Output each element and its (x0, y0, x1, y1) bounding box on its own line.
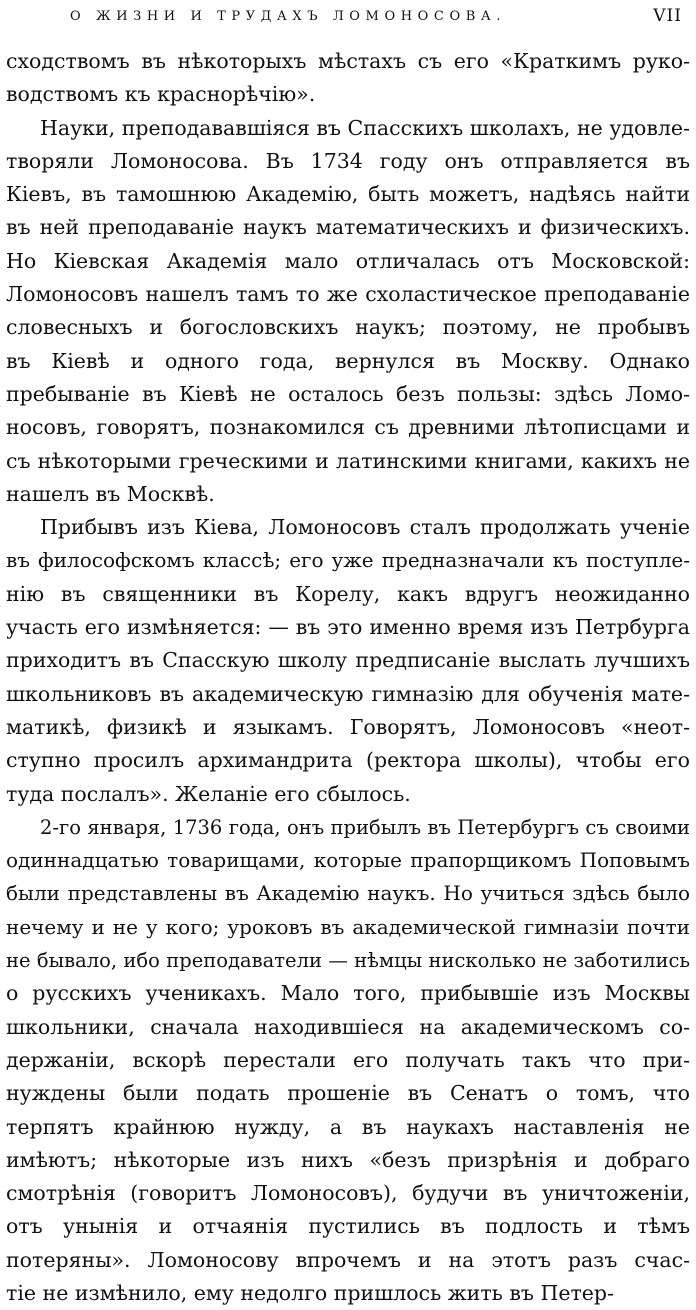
text-line: творяли Ломоносова. Въ 1734 году онъ отправляется въ (6, 148, 690, 173)
text-line: Науки, преподававшiяся въ Спасскихъ школахъ, не удовле- (40, 115, 690, 140)
text-line: Кіевъ, въ тамошнюю Академію, быть можетъ, надѣясь найти (6, 182, 690, 207)
paragraph (6, 45, 690, 112)
body-text (6, 45, 690, 1310)
text-line: о русскихъ ученикахъ. Мало того, прибывшiе изъ Москвы (6, 981, 690, 1006)
text-line: приходитъ въ Спасскую школу предписанiе выслать лучшихъ (6, 648, 690, 673)
text-line: были представлены въ Академію наукъ. Но учиться здѣсь было (6, 881, 690, 906)
paragraph (6, 811, 690, 1310)
text-line: отъ унынiя и отчаянія пустились въ подлость и тѣмъ (6, 1214, 690, 1239)
text-line: одиннадцатью товарищами, которые прапорщикомъ Поповымъ (6, 848, 690, 873)
text-line: нашелъ въ Москвѣ. (6, 481, 215, 506)
text-line: нуждены были подать прошенiе въ Сенатъ о томъ, что (6, 1081, 690, 1106)
text-line: въ ней преподаванiе наукъ математическихъ и физическихъ. (6, 215, 690, 240)
text-line: держанiи, вскорѣ перестали его получать такъ что при- (6, 1047, 690, 1072)
page-header (0, 4, 696, 34)
text-line: школьники, сначала находившiеся на академическомъ со- (6, 1014, 690, 1039)
page-number: VII (653, 6, 682, 26)
text-line: потеряны». Ломоносову впрочемъ и на этотъ разъ счас- (6, 1247, 690, 1272)
text-line: носовъ, говорятъ, познакомился съ древними лѣтописцами и (6, 415, 690, 440)
text-line: Прибывъ изъ Кіева, Ломоносовъ сталъ продолжать ученiе (40, 515, 690, 540)
text-line: въ философскомъ классѣ; его уже предназначали къ поступле- (6, 548, 690, 573)
text-line: водствомъ къ краснорѣчію». (6, 82, 316, 107)
text-line: тiе не измѣнило, ему недолго пришлось жить въ Петер- (6, 1280, 614, 1305)
text-line: матикѣ, физикѣ и языкамъ. Говорятъ, Ломоносовъ «неот- (6, 714, 690, 739)
text-line: въ Кіевѣ и одного года, вернулся въ Москву. Однако (6, 348, 690, 373)
text-line: смотрѣнія (говоритъ Ломоносовъ), будучи въ уничтоженiи, (6, 1181, 690, 1206)
text-line: словесныхъ и богословскихъ наукъ; поэтому, не пробывъ (6, 315, 690, 340)
text-line: имѣютъ; нѣкоторые изъ нихъ «безъ призрѣнія и добраго (6, 1147, 690, 1172)
running-title: О ЖИЗНИ И ТРУДАХЪ ЛОМОНОСОВА. (70, 9, 507, 24)
text-line: пребыванiе въ Кіевѣ не осталось безъ пользы: здѣсь Ломо- (6, 381, 690, 406)
text-line: школьниковъ въ академическую гимназiю для обученія мате- (6, 681, 690, 706)
text-line: Ломоносовъ нашелъ тамъ то же схоластическое преподаванiе (6, 282, 690, 307)
text-line: участь его измѣняется: — въ это именно время изъ Петрбурга (6, 615, 690, 640)
text-line: туда послалъ». Желанiе его сбылось. (6, 781, 411, 806)
text-line: нiю въ священники въ Корелу, какъ вдругъ неожиданно (6, 581, 690, 606)
paragraph (6, 511, 690, 811)
text-line: Но Кіевская Академія мало отличалась отъ Московской: (6, 248, 690, 273)
text-line: терпятъ крайнюю нужду, а въ наукахъ наставленія не (6, 1114, 690, 1139)
text-line: нечему и не у кого; уроковъ въ академической гимназiи почти (6, 914, 690, 939)
paragraph (6, 112, 690, 512)
text-line: съ нѣкоторыми греческими и латинскими книгами, какихъ не (6, 448, 690, 473)
text-line: 2-го января, 1736 года, онъ прибылъ въ Петербургъ съ своими (40, 815, 690, 839)
text-line: сходствомъ въ нѣкоторыхъ мѣстахъ съ его «Краткимъ руко- (6, 49, 690, 73)
text-line: не бывало, ибо преподаватели — нѣмцы нисколько не заботились (6, 949, 690, 973)
text-line: ступно просилъ архимандрита (ректора школы), чтобы его (6, 748, 690, 773)
